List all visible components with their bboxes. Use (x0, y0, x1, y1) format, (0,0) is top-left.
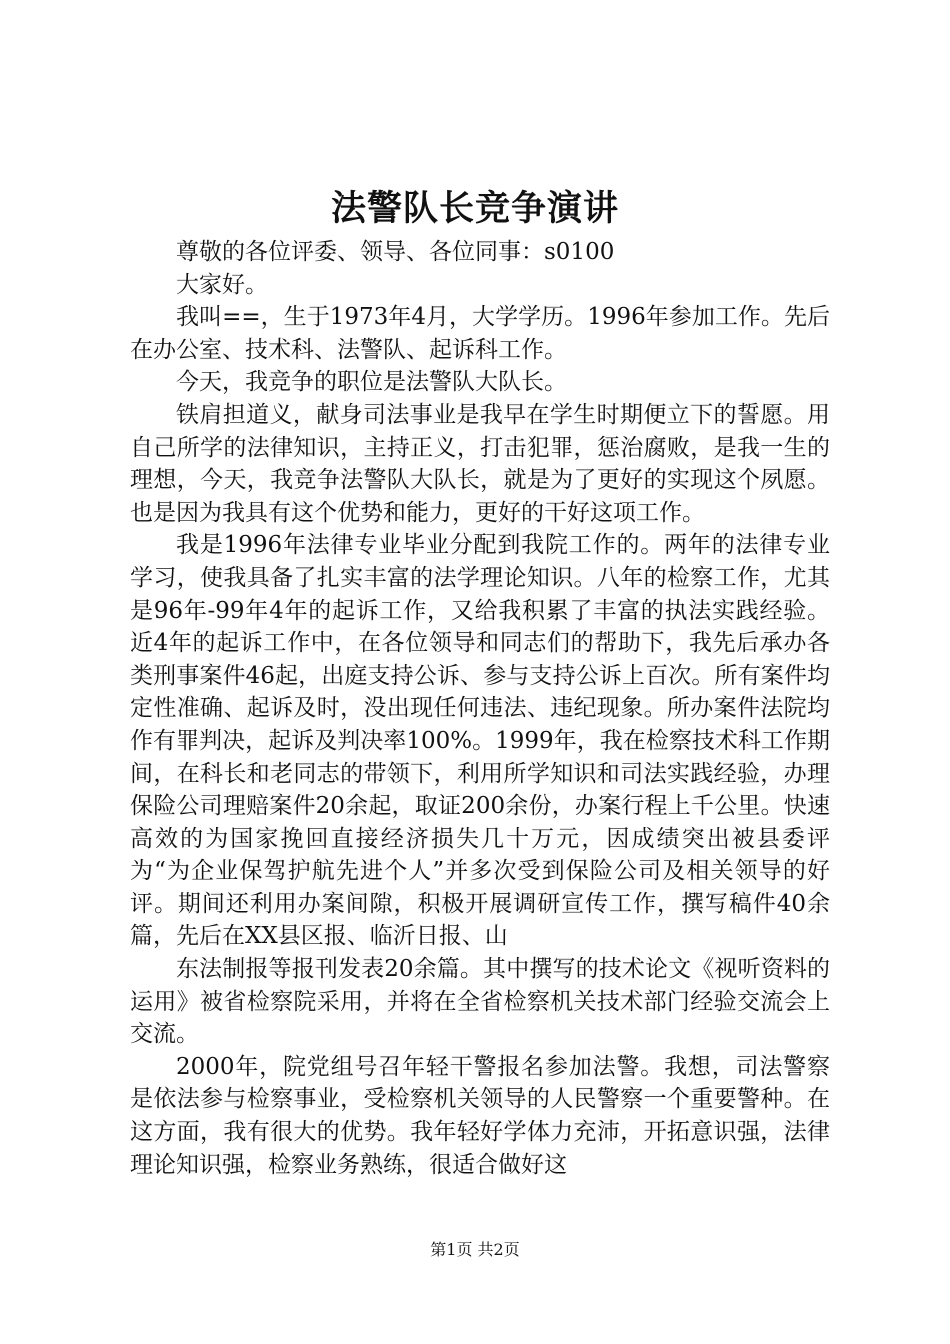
paragraph-introduction: 我叫==，生于1973年4月，大学学历。1996年参加工作。先后在办公室、技术科、法警队、起诉科工作。 (130, 304, 830, 363)
paragraph-salutation: 尊敬的各位评委、领导、各位同事：s0100 (176, 239, 615, 265)
paragraph-aspiration: 铁肩担道义，献身司法事业是我早在学生时期便立下的誓愿。用自己所学的法律知识，主持正义，打击犯罪，惩治腐败，是我一生的理想，今天，我竞争法警队大队长，就是为了更好的实现这个夙愿。也是因为我具有这个优势和能力，更好的干好这项工作。 (130, 401, 830, 526)
paragraph-greeting: 大家好。 (176, 271, 268, 298)
document-body (130, 236, 830, 1181)
paragraph-experience: 我是1996年法律专业毕业分配到我院工作的。两年的法律专业学习，使我具备了扎实丰富的法学理论知识。八年的检察工作，尤其是96年-99年4年的起诉工作，又给我积累了丰富的执法实践经验。近4年的起诉工作中，在各位领导和同志们的帮助下，我先后承办各类刑事案件46起，出庭支持公诉、参与支持公诉上百次。所有案件均定性准确、起诉及时，没出现任何违法、违纪现象。所办案件法院均作有罪判决，起诉及判决率100%。1999年，我在检察技术科工作期间，在科长和老同志的带领下，利用所学知识和司法实践经验，办理保险公司理赔案件20余起，取证200余份，办案行程上千公里。快速高效的为国家挽回直接经济损失几十万元，因成绩突出被县委评为“为企业保驾护航先进个人”并多次受到保险公司及相关领导的好评。期间还利用办案间隙，积极开展调研宣传工作，撰写稿件40余篇，先后在XX县区报、临沂日报、山 (130, 532, 830, 950)
page-indicator: 第1页 共2页 (430, 1240, 520, 1259)
paragraph-publications: 东法制报等报刊发表20余篇。其中撰写的技术论文《视听资料的运用》被省检察院采用，并将在全省检察机关技术部门经验交流会上交流。 (130, 956, 830, 1048)
document-title: 法警队长竞争演讲 (330, 188, 619, 229)
paragraph-police-role: 2000年，院党组号召年轻干警报名参加法警。我想，司法警察是依法参与检察事业，受检察机关领导的人民警察一个重要警种。在这方面，我有很大的优势。我年轻好学体力充沛，开拓意识强，法律理论知识强，检察业务熟练，很适合做好这 (130, 1053, 830, 1178)
paragraph-position: 今天，我竞争的职位是法警队大队长。 (176, 369, 567, 396)
